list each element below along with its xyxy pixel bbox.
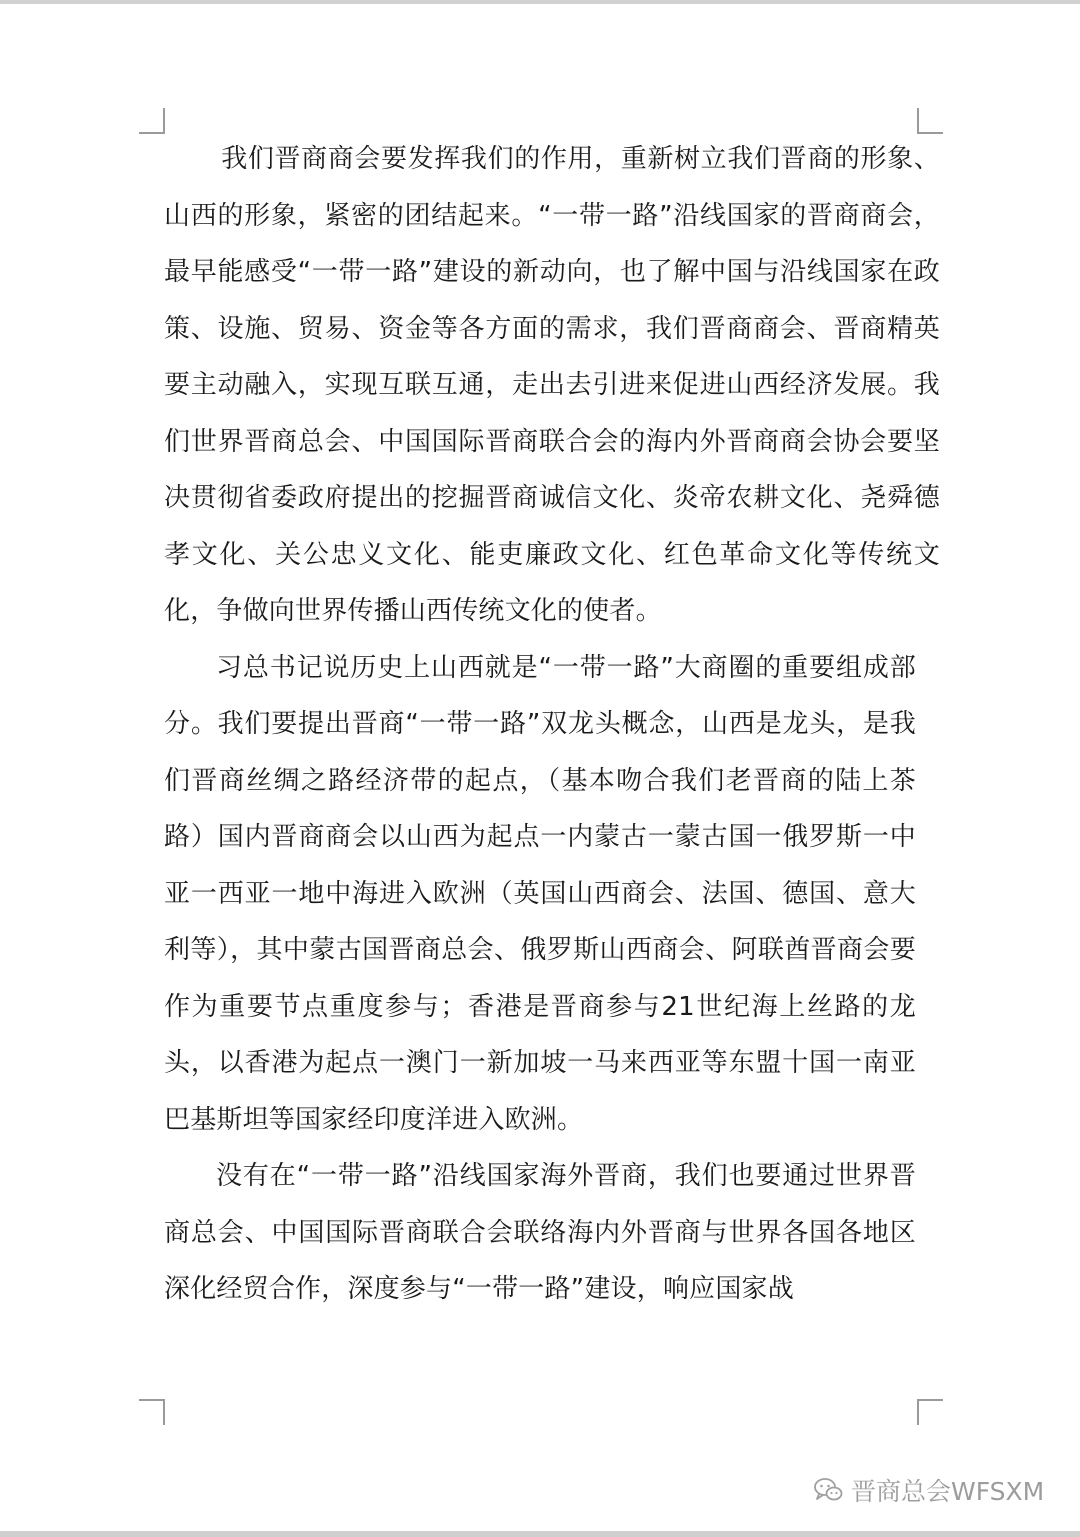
top-border [0,0,1080,4]
paragraph-1: 我们晋商商会要发挥我们的作用，重新树立我们晋商的形象、山西的形象，紧密的团结起来。“一带一路”沿线国家的晋商商会，最早能感受“一带一路”建设的新动向，也了解中国与沿线国家在政策、设施、贸易、资金等各方面的需求，我们晋商商会、晋商精英要主动融入，实现互联互通，走出去引进来促进山西经济发展。我们世界晋商总会、中国国际晋商联合会的海内外晋商商会协会要坚决贯彻省委政府提出的挖掘晋商诚信文化、炎帝农耕文化、尧舜德孝文化、关公忠义文化、能吏廉政文化、红色革命文化等传统文化，争做向世界传播山西传统文化的使者。 [164,144,940,626]
wechat-icon [813,1476,843,1504]
paragraph-2: 习总书记说历史上山西就是“一带一路”大商圈的重要组成部分。我们要提出晋商“一带一路”双龙头概念，山西是龙头，是我们晋商丝绸之路经济带的起点，（基本吻合我们老晋商的陆上茶路）国内晋商商会以山西为起点一内蒙古一蒙古国一俄罗斯一中亚一西亚一地中海进入欧洲（英国山西商会、法国、德国、意大利等），其中蒙古国晋商总会、俄罗斯山西商会、阿联酋晋商会要作为重要节点重度参与；香港是晋商参与21世纪海上丝路的龙头，以香港为起点一澳门一新加坡一马来西亚等东盟十国一南亚巴基斯坦等国家经印度洋进入欧洲。 [164,652,916,1135]
paragraph-3: 没有在“一带一路”沿线国家海外晋商，我们也要通过世界晋商总会、中国国际晋商联合会联络海内外晋商与世界各国各地区深化经贸合作，深度参与“一带一路”建设，响应国家战 [164,1161,916,1304]
bottom-border [0,1531,1080,1537]
account-watermark [813,1470,1044,1510]
page-corner-mark-bottom-right [917,1399,943,1425]
document-body [164,131,940,1318]
page-corner-mark-top-left [139,108,165,134]
watermark-text: 晋商总会WFSXM [851,1477,1045,1506]
page-corner-mark-bottom-left [139,1399,165,1425]
